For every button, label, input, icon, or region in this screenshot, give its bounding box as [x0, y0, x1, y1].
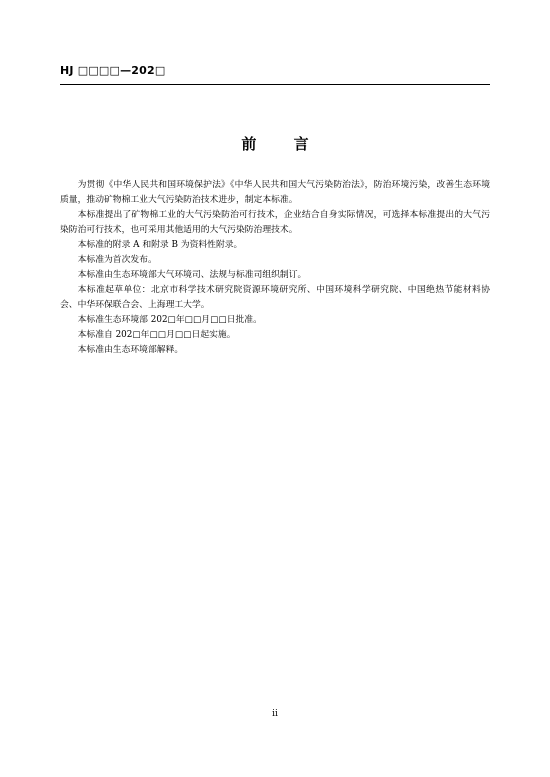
- page-title: 前 言: [241, 135, 325, 153]
- body-text: [60, 178, 490, 358]
- paragraph-scope: 本标准提出了矿物棉工业的大气污染防治可行技术，企业结合自身实际情况，可选择本标准提出的大气污染防治可行技术，也可采用其他适用的大气污染防治理技术。: [60, 210, 490, 235]
- header-rule: [60, 84, 490, 85]
- paragraph-implementation: 本标准自 202□年□□月□□日起实施。: [77, 330, 236, 340]
- page-number: ii: [272, 709, 278, 719]
- standard-code: HJ □□□□—202□: [60, 64, 166, 77]
- paragraph-drafting-units: 本标准起草单位：北京市科学技术研究院资源环境研究所、中国环境科学研究院、中国绝热节能材料协会、中华环保联合会、上海理工大学。: [60, 285, 490, 310]
- paragraph-approval: 本标准生态环境部 202□年□□月□□日批准。: [77, 315, 262, 325]
- paragraph-first-release: 本标准为首次发布。: [77, 255, 157, 265]
- paragraph-organizer: 本标准由生态环境部大气环境司、法规与标准司组织制订。: [77, 270, 307, 280]
- paragraph-purpose: 为贯彻《中华人民共和国环境保护法》《中华人民共和国大气污染防治法》，防治环境污染，改善生态环境质量，推动矿物棉工业大气污染防治技术进步，制定本标准。: [60, 180, 490, 205]
- paragraph-appendix: 本标准的附录 A 和附录 B 为资料性附录。: [77, 240, 243, 250]
- paragraph-interpretation: 本标准由生态环境部解释。: [77, 345, 184, 355]
